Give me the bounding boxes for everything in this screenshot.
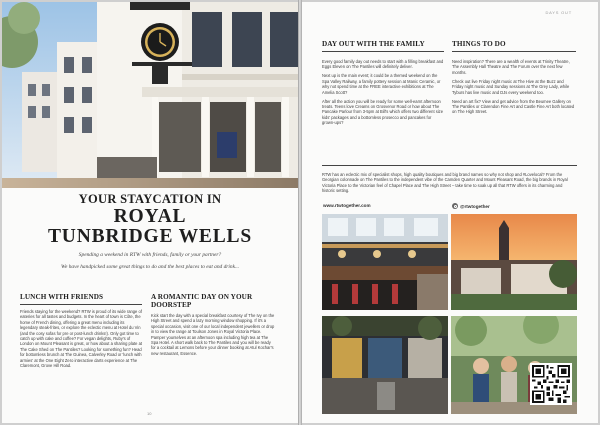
heading-rule	[322, 51, 444, 52]
section-lunch-with-friends	[20, 293, 142, 372]
section-romantic-day	[151, 293, 275, 360]
shopping-paragraph: RTW has an eclectic mix of specialist shops, high quality boutiques and big brand names so why not shop and #Lovelocal? From the Georgian colonnade on The Pantiles to the independent vibe of the Camden Quarter and Mount Pleasant Road, the big brands in Royal Victoria Place to the Victorian feel of Chapel Place and The High Street – take time to soak up all that RTW offers in its charming and historic setting.	[322, 172, 568, 194]
title-line-royal: ROYAL	[113, 206, 187, 227]
section-divider	[322, 165, 577, 166]
heading-romantic-day-line-2: DOORSTEP	[151, 301, 192, 309]
heading-lunch-with-friends: LUNCH WITH FRIENDS	[20, 293, 104, 301]
heading-things-to-do: THINGS TO DO	[452, 40, 506, 48]
heading-rule	[452, 51, 576, 52]
feature-title-block	[2, 192, 298, 271]
title-line-tunbridge-wells: TUNBRIDGE WELLS	[48, 226, 252, 247]
paragraph: Need an art fix? View and get advice from the Beumee Gallery on The Pantiles or Clarendon Fine Art and Castle Fine Art both located on The High Street.	[452, 98, 575, 115]
paragraph: After all the action you will be ready for some well-earnt afternoon treats. Teens love Creams on Grosvenor Road or how about The Pancake Parlour from 3-5pm at Bill's which offers two different size kids' packages and a bottomless prosecco and pancakes for grown-ups?	[322, 98, 443, 126]
body-lunch-with-friends	[20, 309, 142, 368]
section-things-to-do	[452, 40, 576, 118]
right-page	[302, 2, 598, 423]
body-day-out-family	[322, 59, 444, 126]
heading-rule	[20, 304, 142, 305]
page-number: 10	[147, 411, 152, 416]
website-link[interactable]: www.rtwtogether.com	[323, 203, 371, 208]
section-day-out-family	[322, 40, 444, 129]
photo-sunset-skyline	[451, 214, 577, 310]
subtitle-line-2: We have handpicked some great things to do and the best places to eat and drink...	[60, 264, 240, 270]
photo-shop-street	[322, 316, 448, 414]
paragraph: Next up is the main event; it could be a themed weekend on the Spa Valley Railway, a family pottery session at Manic Ceramic, or why not spend time at the FREE interactive exhibitions at The Amelia Scott?	[322, 73, 441, 95]
body-things-to-do	[452, 59, 576, 115]
left-page	[2, 2, 298, 423]
paragraph: Need inspiration? There are a wealth of events at Trinity Theatre, The Assembly Hall Theatre and The Forum over the next few months.	[452, 59, 570, 75]
heading-romantic-day-line-1: A ROMANTIC DAY ON YOUR	[151, 293, 253, 301]
instagram-icon	[452, 203, 458, 209]
paragraph: Check out live Friday night music at The Hive at the Buzz and Friday night music and Sunday sessions at The Grey Lady, while Tyburs has live music and DJs every weekend too.	[452, 78, 570, 95]
subtitle-line-1: Spending a weekend in RTW with friends, family or your partner?	[78, 252, 222, 258]
hero-photo-pantiles-clock	[2, 2, 298, 188]
title-kicker: YOUR STAYCATION IN	[78, 192, 222, 206]
paragraph: Every good family day out needs to start with a filling breakfast and Eggs Eleven on The Pantiles will definitely deliver.	[322, 59, 444, 70]
paragraph: Kick start the day with a special breakfast courtesy of The Ivy on the High Street and spend a lazy morning window shopping. If it's a special occasion, visit one of our local independent jewellers or drop in to view the range at Toulson Jones in Royal Victoria Place. Pamper yourselves at an afternoon spa including high tea at The Spa Hotel. A short walk back to The Pantiles and you will be ready for a cocktail at Lemons before your dinner booking at Atul Kochar's new restaurant, Essence.	[151, 313, 275, 356]
instagram-handle-text: @rtwtogether	[460, 203, 490, 209]
paragraph: Friends staying for the weekend? RTW is proud of its wide range of eateries for all tastes and budgets. In the heart of town is Côte, the home of French dining, offering a great menu including its legendary steak-frites, or explore the eclectic menu at Hotel du Vin (and the cosy sofas for pre or post-lunch drinks!). Only got time to catch up with cake and coffee? For vegan delights, Ruby's of London on Mount Pleasant is great, or how about a sharing plate at The Cake Shed on The Pantiles? Looking for something fun? Head for bottomless brunch at The Guinea, Calverley Road or 'lunch with armies' at the One Eight Zero interactive darts experience at The Claremont, Grove Hill Road.	[20, 309, 142, 369]
qr-code-icon	[532, 365, 570, 403]
heading-day-out-family: DAY OUT WITH THE FAMILY	[322, 40, 425, 48]
body-romantic-day	[151, 313, 275, 356]
photo-bar-interior	[322, 214, 448, 310]
qr-code[interactable]	[530, 363, 572, 405]
running-head: DAYS OUT	[545, 10, 572, 15]
instagram-handle[interactable]	[452, 203, 490, 209]
